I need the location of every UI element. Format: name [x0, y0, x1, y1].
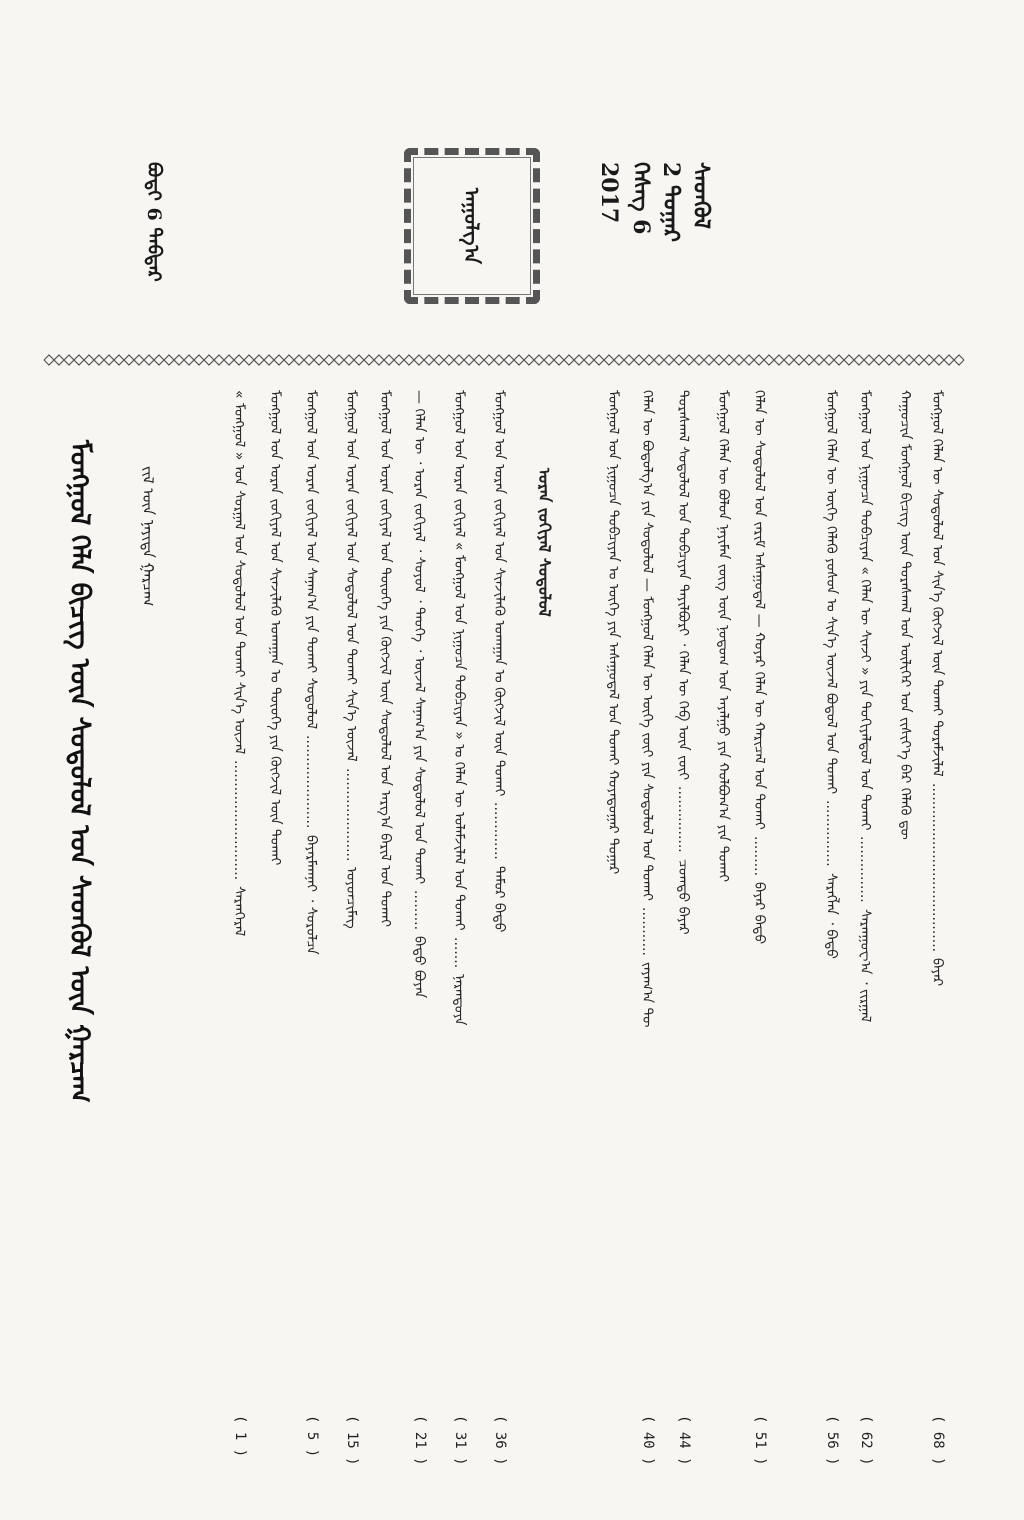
toc-entry-title: ᠬᠠᠭᠤᠴᠢᠨ ᠮᠣᠩᠭᠣᠯ ᠪᠢᠴᠢᠭ ᠦᠨ ᠳᠤᠷᠠᠰᠬᠠᠯ ᠤᠨ ᠦᠯᠢᠭᠡᠷ ᠤᠨ ᠵᠢᠱᠢᠶ᠎ᠡ ᠪᠡᠷ ᠬᠡᠯᠡᠬᠦ ᠳᠦ — [897, 390, 913, 840]
toc-entry-leaders: ........... — [639, 906, 655, 956]
toc-entry — [378, 390, 392, 1325]
toc-entry-leaders: ......... — [751, 835, 767, 876]
toc-entry-page-number: ( 40 ) — [640, 1415, 656, 1466]
toc-entry-title: ᠬᠡᠯᠡᠨ ᠦ ᠪᠣᠳᠤᠯᠭ᠎ᠠ ᠶᠢᠨ ᠰᠤᠳᠤᠯᠤᠯ — ᠮᠣᠩᠭᠣᠯ ᠬᠡᠯᠡᠨ ᠦ ᠦᠭᠡ ᠵᠦᠢ ᠶᠢᠨ ᠰᠤᠳᠤᠯᠤᠯ ᠤᠨ ᠲᠤᠬᠠᠢ — [639, 390, 655, 901]
toc-entry-author: ᠨᠠᠷᠠᠨᠲᠣᠶᠠ — [451, 973, 467, 1026]
year-label: 2017 — [596, 162, 622, 224]
toc-entry-title: ᠳᠤᠷᠠᠰᠬᠠᠯ ᠰᠤᠳᠤᠯᠤᠯ ᠤᠨ ᠲᠣᠪᠴᠢᠶᠠᠨ ᠲᠠᠶᠢᠯᠪᠤᠷᠢ ᠂ ᠬᠡᠯᠡᠨ ᠦ ᠬᠡᠪ ᠦᠨ ᠵᠦᠢ — [675, 390, 691, 781]
toc-entry-leaders: ....... — [451, 936, 467, 968]
toc-entry-title: ᠮᠣᠩᠭᠣᠯ ᠤᠨ ᠨᠢᠭᠤᠴᠠ ᠲᠣᠪᠴᠢᠶᠠᠨ ᠤ ᠦᠭᠡ ᠶᠢᠨ ᠠᠰᠠᠭᠤᠳᠠᠯ ᠤᠨ ᠲᠤᠬᠠᠢ ᠬᠣᠶᠠᠳᠤᠭᠠᠷ ᠳᠤᠭᠠᠷ — [605, 390, 621, 875]
toc-entry-page-number: ( 62 ) — [858, 1415, 874, 1466]
toc-entry-leaders: ............... — [675, 786, 691, 853]
toc-entry-author: ᠣᠶᠤᠨᠴᠢᠮᠡᠭ — [343, 867, 359, 929]
toc-entry — [304, 390, 318, 1325]
toc-entry-title: ᠮᠣᠩᠭᠣᠯ ᠬᠡᠯᠡᠨ ᠦ ᠰᠤᠳᠤᠯᠤᠯ ᠤᠨ ᠰᠢᠨ᠎ᠡ ᠬᠥᠭᠵᠢᠯ ᠦᠨ ᠲᠤᠬᠠᠢ ᠳᠤᠷᠠᠮᠵᠢᠯᠠᠯ — [929, 390, 945, 777]
toc-entry-title: ᠮᠣᠩᠭᠣᠯ ᠤᠨ ᠤᠷᠠᠨ ᠵᠣᠬᠢᠶᠠᠯ ᠤᠨ ᠰᠢᠨᠵᠢᠯᠡᠬᠦ ᠤᠬᠠᠭᠠᠨ ᠤ ᠲᠦᠦᠬᠡ ᠶᠢᠨ ᠬᠥᠭᠵᠢᠯ ᠦᠨ ᠲᠤᠬᠠᠢ — [267, 390, 283, 866]
toc-entry — [716, 390, 730, 1325]
toc-entry-leaders: ..................... — [303, 735, 319, 829]
toc-entry-leaders: ............... — [857, 836, 873, 904]
toc-entry-author: ᠵᠠᠶᠠᠭ᠎ᠠ ᠲᠦ — [639, 961, 655, 1028]
toc-entry-title: ᠮᠣᠩᠭᠣᠯ ᠤᠨ ᠤᠷᠠᠨ ᠵᠣᠬᠢᠶᠠᠯ ᠤᠨ ᠰᠠᠨᠠᠭ᠎ᠠ ᠶᠢᠨ ᠲᠤᠬᠠᠢ ᠰᠤᠳᠤᠯᠤᠯ — [303, 390, 319, 730]
toc-entry-leaders: ............. — [491, 802, 507, 861]
toc-entry-leaders: ........................... — [231, 760, 247, 881]
toc-entry-page-number: ( 68 ) — [930, 1415, 946, 1466]
toc-entry — [606, 390, 620, 1325]
toc-entry — [452, 390, 466, 1325]
toc-entry-title: ᠮᠣᠩᠭᠣᠯ ᠤᠨ ᠤᠷᠠᠨ ᠵᠣᠬᠢᠶᠠᠯ ᠤᠨ ᠲᠦᠦᠬᠡ ᠶᠢᠨ ᠬᠥᠭᠵᠢᠯ ᠦᠨ ᠰᠤᠳᠤᠯᠤᠯ ᠤᠨ ᠠᠷᠭ᠎ᠠ ᠪᠠᠷᠢᠯ ᠤᠨ ᠲᠤᠬᠠᠢ — [377, 390, 393, 927]
issue-number: 2 ᠳᠤᠭᠠᠷ — [658, 162, 684, 243]
toc-entry-author: ᠰᠠᠷᠠᠨᠭᠡᠷᠡᠯ — [231, 886, 247, 937]
toc-entry-page-number: ( 56 ) — [824, 1415, 840, 1466]
toc-entry-title: ᠮᠣᠩᠭᠣᠯ ᠬᠡᠯᠡᠨ ᠦ ᠪᠣᠯᠤᠨ ᠨᠠᠶᠢᠮᠠᠨ ᠵᠦᠭ ᠦᠨ ᠨᠤᠲᠤᠭ ᠤᠨ ᠠᠶᠠᠯᠭᠤ ᠶᠢᠨ ᠬᠣᠯᠪᠣᠭ᠎ᠠ ᠶᠢᠨ ᠲᠤᠬᠠᠢ — [715, 390, 731, 883]
toc-entry-page-number: ( 5 ) — [304, 1415, 320, 1458]
toc-entry-page-number: ( 21 ) — [412, 1415, 428, 1466]
journal-title: ᠮᠣᠩᠭᠣᠯ ᠬᠡᠯᠡ ᠪᠢᠴᠢᠭ ᠦᠨ ᠰᠤᠳᠤᠯᠤᠯ ᠤᠨ ᠰᠡᠳᠬᠦᠯ ᠦᠨ ᠭᠠᠷᠴᠠᠭ — [64, 440, 95, 1103]
toc-entry-title: « ᠮᠣᠩᠭᠣᠯ » ᠤᠨ ᠰᠤᠷᠭᠠᠯ ᠤᠨ ᠰᠤᠳᠤᠯᠤᠯ ᠤᠨ ᠲᠤᠬᠠᠢ ᠰᠢᠨ᠎ᠡ ᠦᠵᠡᠯ — [231, 390, 247, 755]
toc-entry-leaders: ...................................... — [929, 782, 945, 952]
toc-entry-title: ᠮᠣᠩᠭᠣᠯ ᠤᠨ ᠤᠷᠠᠨ ᠵᠣᠬᠢᠶᠠᠯ ᠤᠨ ᠰᠤᠳᠤᠯᠤᠯ ᠤᠨ ᠲᠤᠬᠠᠢ ᠰᠢᠨ᠎ᠡ ᠦᠵᠡᠯ — [343, 390, 359, 762]
toc-entry-page-number: ( 31 ) — [452, 1415, 468, 1466]
toc-entry — [412, 390, 426, 1325]
toc-entry-author: ᠰᠡᠷᠡᠭᠯᠡᠨ ᠂ ᠪᠠᠲᠤ — [823, 872, 839, 959]
journal-word: ᠰᠡᠳᠬᠦᠯ — [688, 162, 714, 229]
toc-entry-title: ᠮᠣᠩᠭᠣᠯ ᠤᠨ ᠤᠷᠠᠨ ᠵᠣᠬᠢᠶᠠᠯ ᠤᠨ ᠰᠢᠨᠵᠢᠯᠡᠬᠦ ᠤᠬᠠᠭᠠᠨ ᠤ ᠬᠥᠭᠵᠢᠯ ᠦᠨ ᠲᠤᠬᠠᠢ — [491, 390, 507, 797]
toc-entry-page-number: ( 51 ) — [752, 1415, 768, 1466]
toc-entry — [858, 390, 872, 1325]
toc-entry-leaders: ............... — [823, 800, 839, 867]
toc-entry — [752, 390, 766, 1325]
toc-entry-page-number: ( 44 ) — [676, 1415, 692, 1466]
toc-entry — [824, 390, 838, 1325]
toc-entry — [640, 390, 654, 1325]
stamp-label: ᠠᠭᠤᠯᠭ᠎ᠠ — [459, 187, 484, 265]
volume-label: ᠪᠣᠳᠢ 6 ᠳᠡᠪᠲᠡᠷ — [143, 162, 165, 282]
section-heading: ᠤᠷᠠᠨ ᠵᠣᠬᠢᠶᠠᠯ ᠰᠤᠳᠤᠯᠤᠯ — [535, 468, 554, 617]
decorative-divider — [44, 354, 964, 366]
toc-entry — [344, 390, 358, 1325]
toc-entry-title: ᠬᠡᠯᠡᠨ ᠦ ᠰᠤᠳᠤᠯᠤᠯ ᠤᠨ ᠵᠠᠷᠢᠮ ᠠᠰᠠᠭᠤᠳᠠᠯ — ᠬᠣᠶᠠᠷ ᠬᠡᠯᠡᠨ ᠦ ᠬᠠᠷᠢᠴᠠᠯ ᠤᠨ ᠲᠤᠬᠠᠢ — [751, 390, 767, 830]
toc-entry-author: ᠪᠠᠶᠠᠷᠮᠠᠭᠨᠠᠢ ᠂ ᠰᠤᠷᠤᠯᠴᠠ — [303, 834, 319, 955]
toc-entry-author: ᠪᠠᠶᠠᠷ ᠪᠠᠲᠤ — [751, 881, 767, 944]
toc-entry-author: ᠲᠡᠮᠦᠷ ᠪᠠᠲᠤ — [491, 866, 507, 933]
toc-entry-title: ᠮᠣᠩᠭᠣᠯ ᠤᠨ ᠨᠢᠭᠤᠴᠠ ᠲᠣᠪᠴᠢᠶᠠᠨ « ᠬᠡᠯᠡᠨ ᠦ ᠰᠢᠨᠵᠢ » ᠶᠢᠨ ᠲᠣᠬᠢᠶᠠᠯᠳᠤᠯ ᠤᠨ ᠲᠤᠬᠠᠢ — [857, 390, 873, 831]
toc-entry — [492, 390, 506, 1325]
stamp-box — [404, 148, 540, 304]
toc-entry — [232, 390, 246, 1325]
toc-entry-author: ᠪᠠᠶᠠᠷ — [929, 957, 945, 986]
toc-entry-page-number: ( 1 ) — [232, 1415, 248, 1458]
toc-entry-author: ᠴᠣᠭᠲᠤ ᠪᠠᠶᠠᠷ — [675, 858, 691, 935]
toc-entry — [268, 390, 282, 1325]
toc-entry-page-number: ( 36 ) — [492, 1415, 508, 1466]
toc-entry — [930, 390, 944, 1325]
toc-entry-title: — ᠬᠡᠯᠡᠨ ᠦ ᠂ ᠤᠷᠠᠨ ᠵᠣᠬᠢᠶᠠᠯ ᠂ ᠰᠤᠶᠤᠯ ᠂ ᠲᠡᠦᠬᠡ ᠂ ᠦᠵᠡᠯ ᠰᠠᠨᠠᠭ᠎ᠠ ᠶᠢᠨ ᠰᠤᠳᠤᠯᠤᠯ ᠤᠨ ᠲᠤᠬᠠᠢ — [411, 390, 427, 885]
toc-entry — [676, 390, 690, 1325]
toc-entry-leaders: ..................... — [343, 767, 359, 862]
toc-entry-page-number: ( 15 ) — [344, 1415, 360, 1466]
journal-subtitle: ᠵᠢᠯ ᠦᠨ ᠨᠡᠶᠢᠲᠡ ᠭᠠᠷᠴᠠᠭ — [139, 466, 157, 607]
toc-entry-author: ᠪᠠᠲᠤ ᠪᠤᠶᠠᠨ — [411, 936, 427, 999]
toc-entry-title: ᠮᠣᠩᠭᠣᠯ ᠬᠡᠯᠡᠨ ᠦ ᠦᠭᠡ ᠬᠡᠯᠡᠬᠦ ᠶᠣᠰᠤᠨ ᠤ ᠰᠢᠨ᠎ᠡ ᠦᠵᠡᠯ ᠪᠣᠳᠤᠯ ᠤᠨ ᠲᠤᠬᠠᠢ — [823, 390, 839, 795]
period-label: ᠬᠡᠰᠡᠭ 6 — [628, 162, 654, 235]
toc-entry-leaders: ......... — [411, 890, 427, 931]
toc-entry-author: ᠰᠠᠷᠠᠨᠭᠤᠸ᠎ᠠ ᠂ ᠵᠢᠷᠭᠠᠯ — [857, 909, 873, 1023]
toc-entry — [898, 390, 912, 1325]
toc-entry-title: ᠮᠣᠩᠭᠣᠯ ᠤᠨ ᠤᠷᠠᠨ ᠵᠣᠬᠢᠶᠠᠯ « ᠮᠣᠩᠭᠣᠯ ᠤᠨ ᠨᠢᠭᠤᠴᠠ ᠲᠣᠪᠴᠢᠶᠠᠨ » ᠤ ᠬᠡᠯᠡᠨ ᠦ ᠤᠯᠠᠮᠵᠢᠯᠠᠯ ᠤᠨ ᠲᠤᠬᠠᠢ — [451, 390, 467, 931]
